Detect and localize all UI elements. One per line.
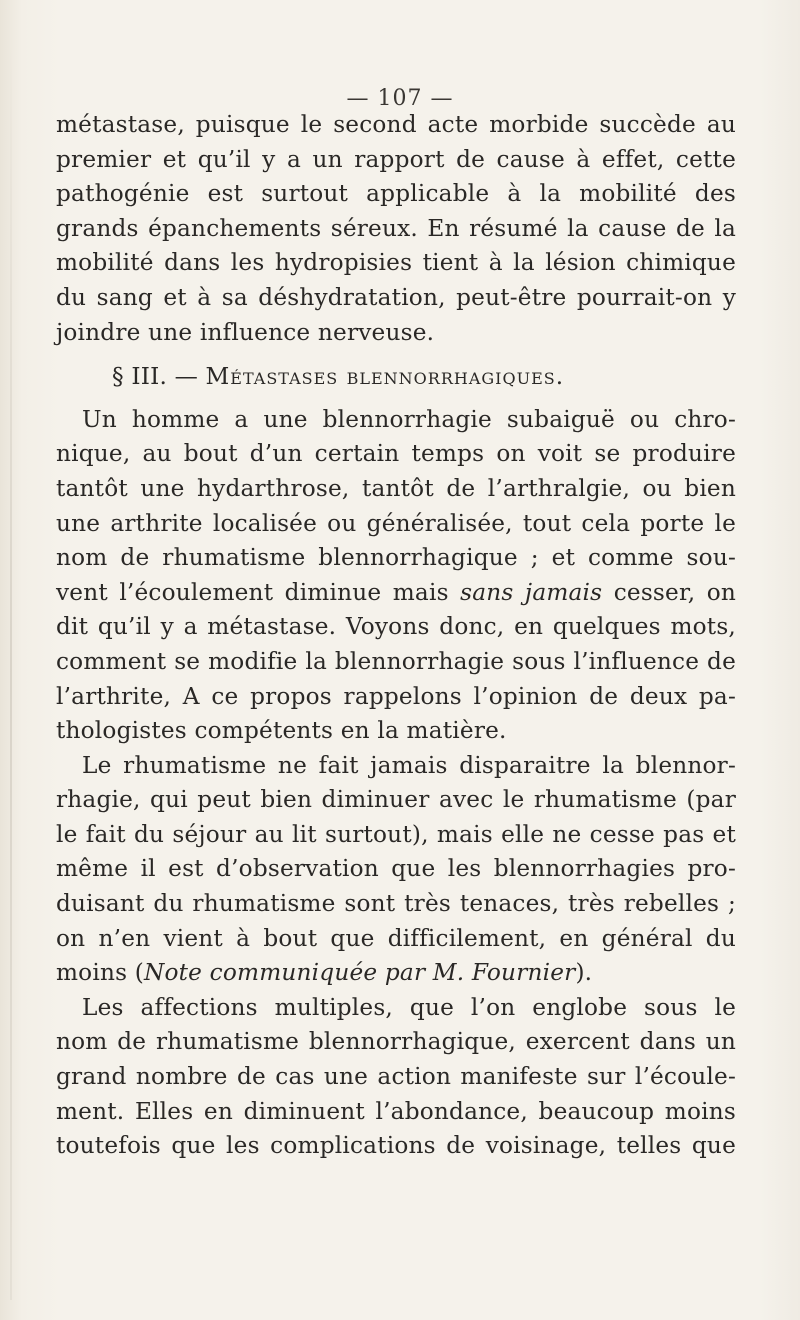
text-line: rhagie, qui peut bien diminuer avec le rhumatisme (par	[56, 786, 736, 814]
section-heading	[56, 360, 736, 395]
text-line: l’arthrite, A ce propos rappelons l’opinion de deux pa-	[56, 682, 736, 710]
text-line: même il est d’observation que les blennorrhagies pro-	[56, 855, 736, 883]
text-line: comment se modifie la blennorrhagie sous l’influence de	[56, 647, 736, 675]
text-run: vent l’écoulement diminue mais	[56, 578, 461, 606]
text-line-mixed	[56, 956, 736, 991]
text-line: du sang et à sa déshydratation, peut-être pourrait-on y	[56, 283, 736, 311]
body-text	[56, 108, 736, 1164]
text-line: Le rhumatisme ne fait jamais disparaitre la blennor-	[82, 751, 736, 779]
page-number: — 107 —	[346, 86, 454, 111]
text-line: ment. Elles en diminuent l’abondance, beaucoup moins	[56, 1097, 736, 1125]
text-line: nique, au bout d’un certain temps on voit se produire	[56, 440, 736, 468]
section-prefix: § III. —	[112, 363, 206, 391]
text-line: tantôt une hydarthrose, tantôt de l’arthralgie, ou bien	[56, 474, 736, 502]
text-run: moins (	[56, 959, 145, 987]
text-line: grands épanchements séreux. En résumé la cause de la	[56, 214, 736, 242]
text-line: premier et qu’il y a un rapport de cause à effet, cette	[56, 145, 736, 173]
text-line: thologistes compétents en la matière.	[56, 717, 507, 745]
text-run: ).	[575, 959, 593, 987]
paragraph-1	[56, 108, 736, 350]
text-line: métastase, puisque le second acte morbide succède au	[56, 111, 736, 138]
text-line: toutefois que les complications de voisinage, telles que	[56, 1132, 736, 1160]
emphasis-text: sans jamais	[460, 578, 603, 606]
text-run: cesser, on	[602, 578, 736, 606]
text-line: on n’en vient à bout que difficilement, en général du	[56, 924, 736, 952]
text-line: Un homme a une blennorrhagie subaiguë ou chro-	[82, 405, 736, 433]
text-line: mobilité dans les hydropisies tient à la lésion chimique	[56, 249, 736, 277]
text-line: une arthrite localisée ou généralisée, tout cela porte le	[56, 509, 736, 537]
text-line: duisant du rhumatisme sont très tenaces, très rebelles ;	[56, 890, 736, 918]
paragraph-4	[56, 991, 736, 1164]
text-line: joindre une influence nerveuse.	[56, 318, 435, 346]
emphasis-text: Note communiquée par M. Fournier	[144, 959, 576, 987]
text-line: grand nombre de cas une action manifeste sur l’écoule-	[56, 1063, 736, 1091]
paragraph-2	[56, 403, 736, 749]
section-title: Métastases blennorrhagiques.	[205, 363, 565, 391]
text-line: dit qu’il y a métastase. Voyons donc, en quelques mots,	[56, 613, 736, 641]
paragraph-3	[56, 749, 736, 991]
page-gutter-shadow	[10, 40, 12, 1300]
text-line: nom de rhumatisme blennorrhagique ; et comme sou-	[56, 544, 736, 572]
text-line: le fait du séjour au lit surtout), mais elle ne cesse pas et	[56, 820, 736, 848]
text-line: Les affections multiples, que l’on englobe sous le	[82, 993, 736, 1021]
text-line: pathogénie est surtout applicable à la mobilité des	[56, 180, 736, 208]
text-line-mixed	[56, 576, 736, 611]
text-line: nom de rhumatisme blennorrhagique, exercent dans un	[56, 1028, 736, 1056]
